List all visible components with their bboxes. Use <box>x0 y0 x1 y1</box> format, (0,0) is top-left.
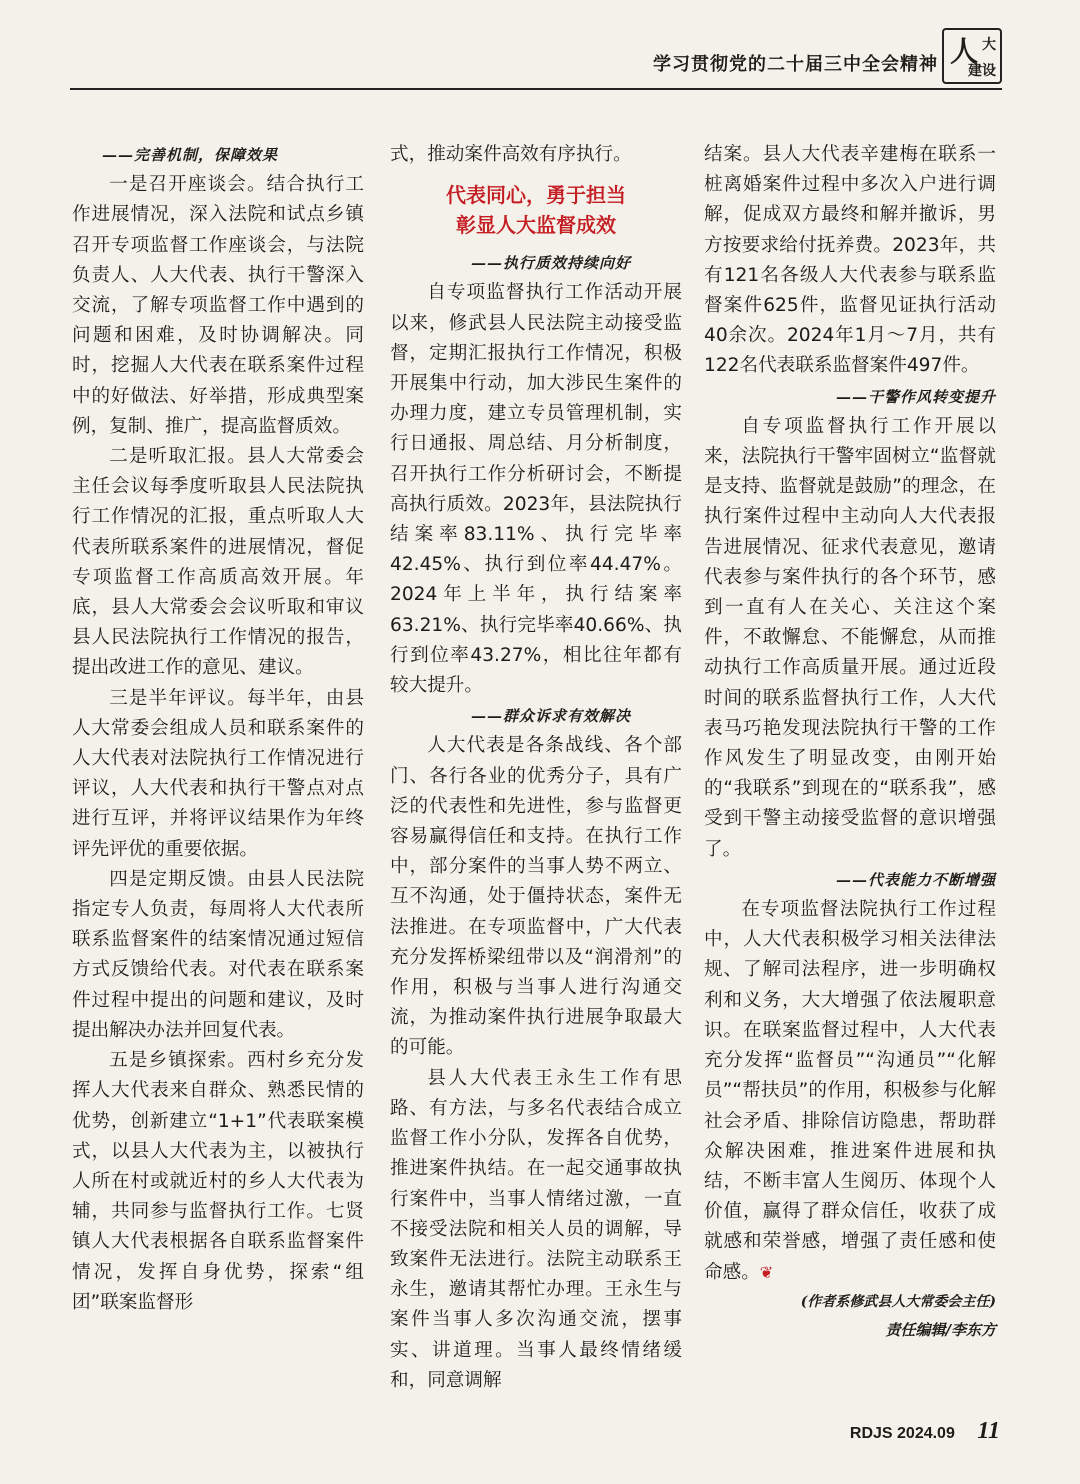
paragraph <box>704 895 996 1288</box>
paragraph: 一是召开座谈会。结合执行工作进展情况，深入法院和试点乡镇召开专项监督工作座谈会，与法院负责人、人大代表、执行干警深入交流，了解专项监督工作中遇到的问题和困难，及时协调解决。同时，挖掘人大代表在联系案件过程中的好做法、好举措，形成典型案例，复制、推广，提高监督质效。 <box>72 174 364 437</box>
subhead-style: ——干警作风转变提升 <box>835 387 996 406</box>
paragraph-continued: 结案。县人大代表辛建梅在联系一桩离婚案件过程中多次入户进行调解，促成双方最终和解并撤诉，男方按要求给付抚养费。2023年，共有121名各级人大代表参与联系监督案件625件，监督见证执行活动40余次。2024年1月～7月，共有122名代表联系监督案件497件。 <box>704 144 996 377</box>
paragraph: 五是乡镇探索。西村乡充分发挥人大代表来自群众、熟悉民情的优势，创新建立“1+1”代表联案模式，以县人大代表为主，以被执行人所在村或就近村的乡人大代表为辅，共同参与监督执行工作。七贤镇人大代表根据各自联系监督案件情况，发挥自身优势，探索“组团”联案监督形 <box>72 1050 364 1313</box>
magazine-issue: RDJS 2024.09 <box>849 1425 955 1442</box>
running-header-title: 学习贯彻党的二十届三中全会精神 <box>653 54 938 75</box>
subhead-demands: ——群众诉求有效解决 <box>470 707 631 726</box>
column-3 <box>704 140 996 1344</box>
page-header <box>70 0 1002 90</box>
section-title-line-1: 代表同心，勇于担当 <box>446 183 626 208</box>
section-title <box>390 180 682 240</box>
paragraph: 人大代表是各条战线、各个部门、各行各业的优秀分子，具有广泛的代表性和先进性，参与监督更容易赢得信任和支持。在执行工作中，部分案件的当事人势不两立、互不沟通，处于僵持状态，案件无法推进。在专项监督中，广大代表充分发挥桥梁纽带以及“润滑剂”的作用，积极与当事人进行沟通交流，为推动案件执行进展争取最大的可能。 <box>390 735 682 1059</box>
page-number: 11 <box>977 1418 1000 1444</box>
paragraph: 二是听取汇报。县人大常委会主任会议每季度听取县人民法院执行工作情况的汇报，重点听取人大代表所联系案件的进展情况，督促专项监督工作高质高效开展。年底，县人大常委会会议听取和审议县人民法院执行工作情况的报告，提出改进工作的意见、建议。 <box>72 446 364 679</box>
subhead-ability: ——代表能力不断增强 <box>835 870 996 889</box>
paragraph-continued: 式，推动案件高效有序执行。 <box>390 144 632 165</box>
editor-credit: 责任编辑/李东方 <box>885 1320 996 1339</box>
paragraph: 自专项监督执行工作活动开展以来，修武县人民法院主动接受监督，定期汇报执行工作情况，积极开展集中行动，加大涉民生案件的办理力度，建立专员管理机制，实行日通报、周总结、月分析制度，召开执行工作分析研讨会，不断提高执行质效。2023年，县法院执行结案率83.11%、执行完毕率42.45%、执行到位率44.47%。2024年上半年，执行结案率63.21%、执行完毕率40.66%、执行到位率43.27%，相比往年都有较大提升。 <box>390 282 682 697</box>
paragraph: 自专项监督执行工作开展以来，法院执行干警牢固树立“监督就是支持、监督就是鼓励”的理念，在执行案件过程中主动向人大代表报告进展情况、征求代表意见，邀请代表参与案件执行的各个环节，感到一直有人在关心、关注这个案件，不敢懈怠、不能懈怠，从而推动执行工作高质量开展。通过近段时间的联系监督执行工作，人大代表马巧艳发现法院执行干警的工作作风发生了明显改变，由刚开始的“我联系”到现在的“联系我”，感受到干警主动接受监督的意识增强了。 <box>704 415 996 860</box>
subhead-quality: ——执行质效持续向好 <box>470 254 631 273</box>
subhead-mechanism: ——完善机制，保障效果 <box>102 146 279 164</box>
column-2 <box>390 140 682 1396</box>
column-1 <box>72 140 364 1318</box>
page-footer <box>850 1418 1000 1445</box>
paragraph: 四是定期反馈。由县人民法院指定专人负责，每周将人大代表所联系监督案件的结案情况通过短信方式反馈给代表。对代表在联系案件过程中提出的问题和建议，及时提出解决办法并回复代表。 <box>72 868 364 1041</box>
paragraph: 三是半年评议。每半年，由县人大常委会组成人员和联系案件的人大代表对法院执行工作情况进行评议，人大代表和执行干警点对点进行互评，并将评议结果作为年终评先评优的重要依据。 <box>72 687 364 860</box>
leaf-end-icon: ❦ <box>759 1262 774 1282</box>
section-title-line-2: 彰显人大监督成效 <box>456 213 616 238</box>
author-note: (作者系修武县人大常委会主任) <box>800 1293 996 1310</box>
logo-char-big: 人 <box>950 35 979 68</box>
magazine-logo <box>942 28 1002 84</box>
logo-char-small-1: 大 <box>982 37 996 53</box>
logo-char-small-2: 建设 <box>968 63 996 79</box>
paragraph-text: 在专项监督法院执行工作过程中，人大代表积极学习相关法律法规、了解司法程序，进一步明确权利和义务，大大增强了依法履职意识。在联案监督过程中，人大代表充分发挥“监督员”“沟通员”“化解员”“帮扶员”的作用，积极参与化解社会矛盾、排除信访隐患，帮助群众解决困难，推进案件进展和执结，不断丰富人生阅历、体现个人价值，赢得了群众信任，收获了成就感和荣誉感，增强了责任感和使命感。 <box>704 899 996 1283</box>
paragraph: 县人大代表王永生工作有思路、有方法，与多名代表结合成立监督工作小分队，发挥各自优势，推进案件执结。在一起交通事故执行案件中，当事人情绪过激，一直不接受法院和相关人员的调解，导致案件无法进行。法院主动联系王永生，邀请其帮忙办理。王永生与案件当事人多次沟通交流，摆事实、讲道理。当事人最终情绪缓和，同意调解 <box>390 1067 682 1391</box>
